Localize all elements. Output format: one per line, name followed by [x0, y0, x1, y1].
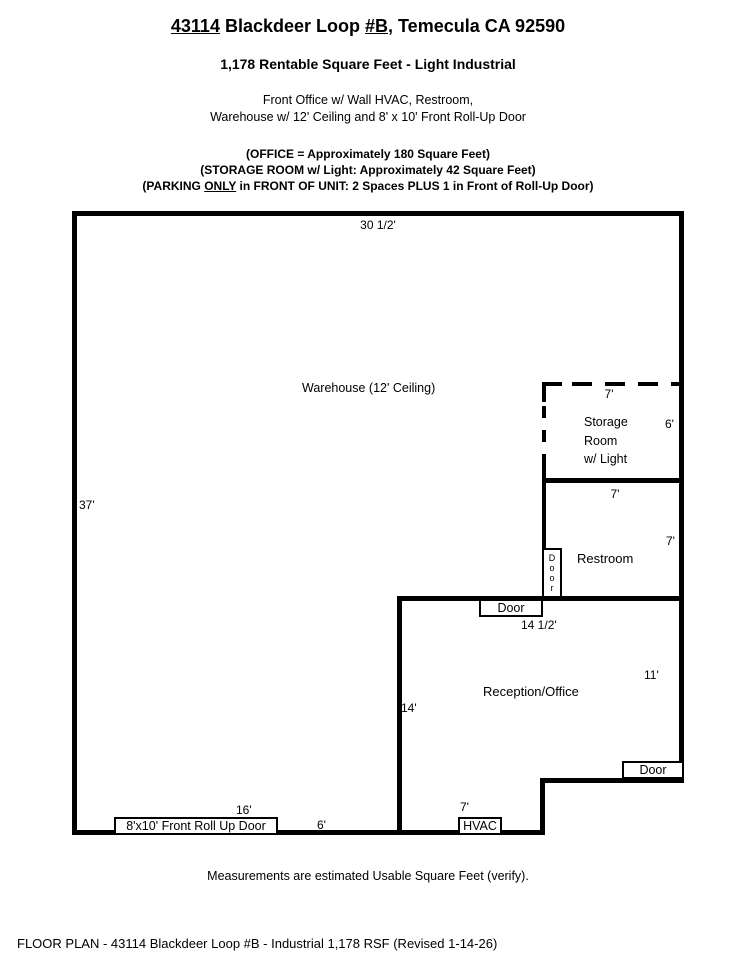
- storage-label-line-2: Room: [584, 433, 618, 448]
- description-line-2: Warehouse w/ 12' Ceiling and 8' x 10' Front Roll-Up Door: [210, 110, 526, 124]
- dimension-restroom-depth: 7': [666, 534, 675, 548]
- note-parking-prefix: (PARKING: [142, 179, 205, 193]
- wall-office-left: [397, 596, 402, 835]
- dimension-office-width: 14 1/2': [521, 618, 557, 632]
- note-parking-suffix: in FRONT OF UNIT: 2 Spaces PLUS 1 in Front of Roll-Up Door): [236, 179, 594, 193]
- rollup-door-box: 8'x10' Front Roll Up Door: [114, 817, 278, 835]
- dimension-overall-width: 30 1/2': [360, 218, 396, 232]
- restroom-label: Restroom: [577, 551, 634, 566]
- title-address-number: 43114: [170, 16, 220, 36]
- dimension-front-remainder: 6': [317, 818, 326, 832]
- note-storage: (STORAGE ROOM w/ Light: Approximately 42 Square Feet): [200, 163, 536, 177]
- wall-restroom-top: [542, 478, 684, 483]
- note-office: (OFFICE = Approximately 180 Square Feet): [246, 147, 490, 161]
- reception-office-label: Reception/Office: [483, 684, 579, 699]
- storage-label-line-1: Storage: [584, 415, 628, 429]
- office-entry-door-box: Door: [479, 599, 543, 617]
- title-street: Blackdeer Loop: [219, 16, 365, 36]
- dimension-overall-height: 37': [79, 498, 95, 512]
- storage-room-label: [584, 413, 628, 469]
- wall-storage-corner-vertical: [542, 382, 546, 402]
- wall-front-step: [540, 778, 545, 835]
- hvac-box: HVAC: [458, 817, 502, 835]
- wall-top: [72, 211, 684, 216]
- wall-storage-left-dashed: [542, 406, 546, 456]
- dimension-storage-depth: 6': [665, 417, 674, 431]
- dimension-storage-bottom: 7': [610, 487, 620, 501]
- description: [0, 92, 736, 126]
- floor-plan: [72, 211, 684, 835]
- dimension-office-left-depth: 14': [401, 701, 417, 715]
- note-parking-only: ONLY: [204, 179, 237, 193]
- wall-left: [72, 211, 77, 835]
- title-unit: #B: [365, 16, 389, 36]
- wall-right: [679, 211, 684, 783]
- dimension-office-right-depth: 11': [644, 668, 659, 682]
- dimension-storage-top: 7': [604, 387, 614, 401]
- title-city: , Temecula CA 92590: [388, 16, 566, 36]
- front-door-box: Door: [622, 761, 684, 779]
- note-parking: [0, 178, 736, 194]
- dimension-rollup-width: 16': [236, 803, 252, 817]
- footer-caption: FLOOR PLAN - 43114 Blackdeer Loop #B - Industrial 1,178 RSF (Revised 1-14-26): [17, 936, 498, 951]
- page-title: [0, 16, 736, 37]
- storage-label-line-3: w/ Light: [584, 452, 628, 466]
- subtitle: 1,178 Rentable Square Feet - Light Industrial: [220, 56, 516, 72]
- measurements-note: Measurements are estimated Usable Square Feet (verify).: [207, 869, 529, 883]
- notes: [0, 146, 736, 194]
- description-line-1: Front Office w/ Wall HVAC, Restroom,: [262, 93, 474, 107]
- dimension-hvac-width: 7': [460, 800, 469, 814]
- warehouse-label: Warehouse (12' Ceiling): [302, 381, 436, 395]
- wall-storage-top-dashed: [572, 382, 684, 386]
- restroom-door-box: Door: [542, 548, 562, 598]
